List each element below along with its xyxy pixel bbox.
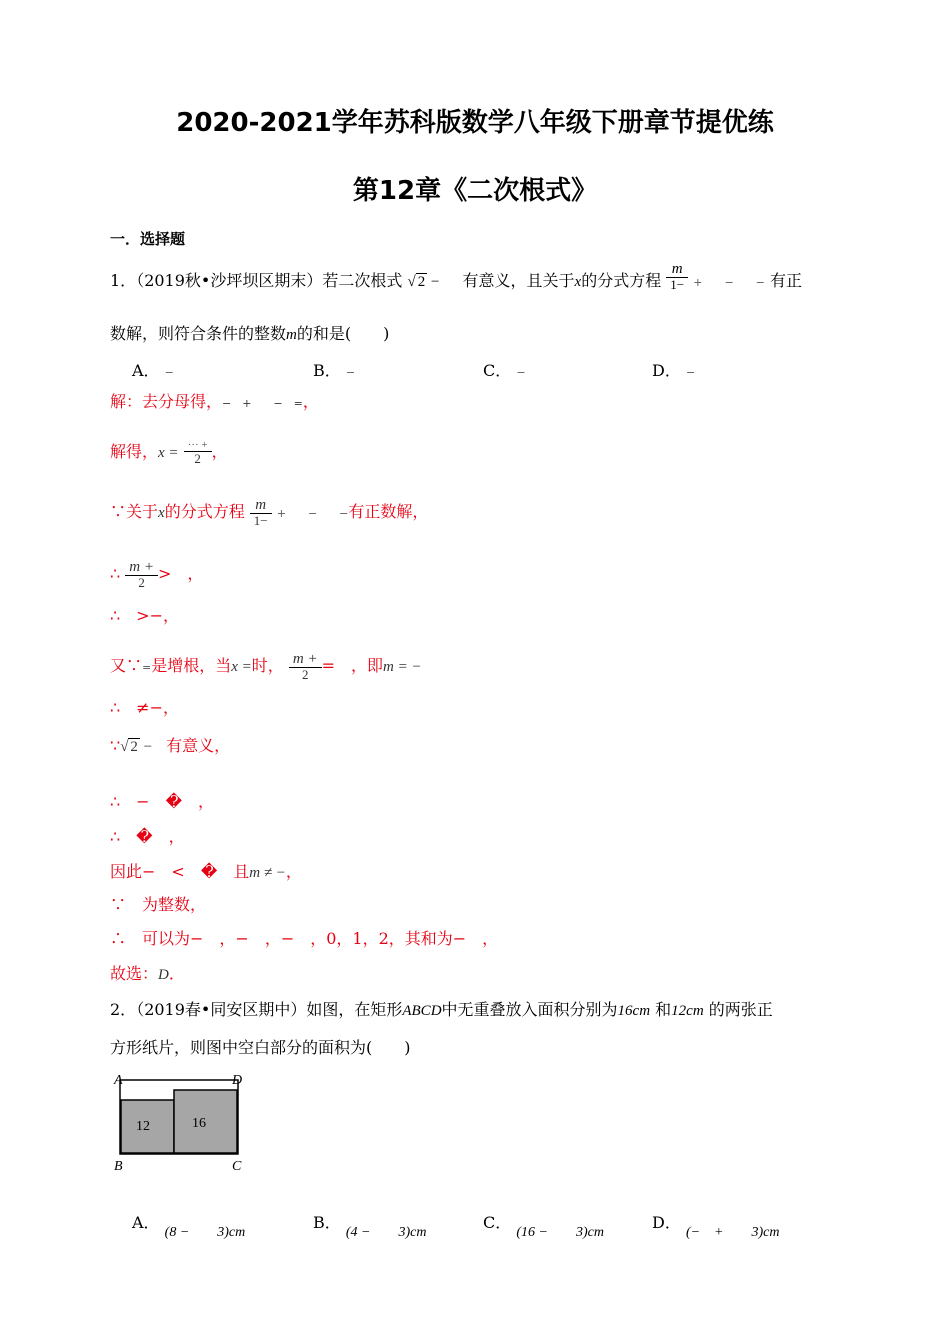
solution-line-2: 解得，x = $\frac{\cdot\cdot\cdot +}{2}$ ， — [110, 439, 228, 466]
solution-line-10: ∴ � ， — [110, 827, 185, 846]
solution-line-12: ∵ 为整数， — [110, 895, 207, 914]
solution-line-8: ∵√ 2 − 有意义， — [110, 736, 231, 755]
radical-expression: √ 2 − — [407, 274, 440, 290]
label-d: D — [232, 1073, 243, 1088]
solution-line-14: 故选：D． — [110, 964, 185, 983]
question-1-line-2: 数解，则符合条件的整数m的和是( ) — [110, 324, 390, 343]
label-b: B — [114, 1159, 123, 1174]
square-16-label: 16 — [192, 1116, 206, 1131]
question-1-line-1: 1．（2019秋•沙坪坝区期末）若二次根式 √ 2 − 有意义，且关于x的分式方程 $\frac{m}{1-}$ + − − 有正 — [110, 261, 802, 292]
fraction-equation: $\frac{m}{1-}$ — [666, 262, 688, 291]
q2-option-b[interactable]: B． (4 − 3)cm — [313, 1213, 427, 1240]
q1-option-a[interactable]: A． − — [132, 361, 174, 380]
document-title: 2020-2021学年苏科版数学八年级下册章节提优练 — [176, 108, 774, 138]
solution-line-1: 解：去分母得，− + − =， — [110, 392, 319, 411]
solution-line-11: 因此− < � 且m ≠ −， — [110, 862, 302, 881]
label-a: A — [114, 1073, 123, 1088]
solution-line-7: ∴ ≠−， — [110, 698, 179, 717]
question-number: 2． — [110, 1000, 137, 1019]
solution-line-3: ∵关于x的分式方程 $\frac{m}{1-}$ + − −有正数解， — [110, 497, 429, 528]
q1-option-c[interactable]: C． − — [483, 361, 526, 380]
solution-line-9: ∴ − � ， — [110, 792, 214, 811]
solution-line-13: ∴ 可以为− ，− ，− ，0，1，2，其和为− ， — [110, 929, 499, 948]
question-number: 1． — [110, 271, 137, 290]
q1-option-d[interactable]: D． − — [652, 361, 696, 380]
label-c: C — [232, 1159, 242, 1174]
q2-option-a[interactable]: A． (8 − 3)cm — [132, 1213, 246, 1240]
square-12-label: 12 — [136, 1119, 150, 1134]
q2-option-d[interactable]: D． (− + 3)cm — [652, 1213, 780, 1240]
q2-option-c[interactable]: C． (16 − 3)cm — [483, 1213, 604, 1240]
question-2-line-2: 方形纸片，则图中空白部分的面积为( ) — [110, 1038, 411, 1057]
question-source: （2019秋•沙坪坝区期末）若二次根式 — [136, 271, 403, 290]
solution-line-6: 又∵=是增根，当x =时， $\frac{m +}{2}$ = ，即m = − — [110, 651, 422, 682]
rectangle-figure — [108, 1068, 258, 1178]
q1-option-b[interactable]: B． − — [313, 361, 356, 380]
chapter-title: 第12章《二次根式》 — [352, 176, 598, 206]
question-2-line-1: 2．（2019春•同安区期中）如图，在矩形ABCD中无重叠放入面积分别为16cm 和12cm 的两张正 — [110, 1000, 773, 1019]
solution-line-5: ∴ >−， — [110, 606, 179, 625]
section-heading: 一．选择题 — [110, 230, 186, 248]
solution-line-4: ∴ $\frac{m +}{2}$ > ， — [110, 559, 204, 590]
